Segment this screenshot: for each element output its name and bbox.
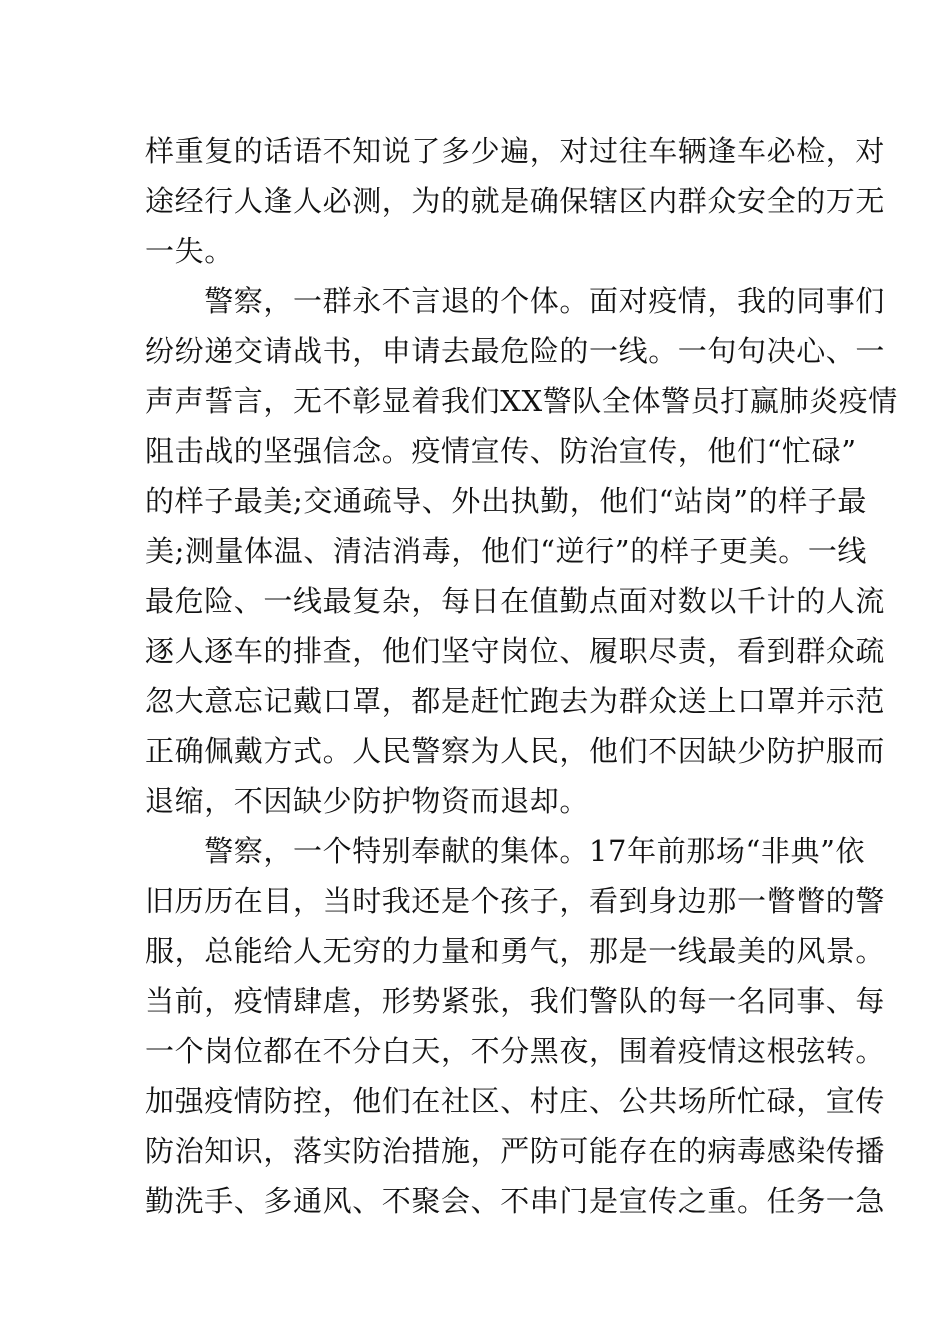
text-line: 正确佩戴方式。人民警察为人民，他们不因缺少防护服而	[145, 734, 886, 768]
text-line: 退缩，不因缺少防护物资而退却。	[145, 784, 590, 818]
text-line: 的样子最美;交通疏导、外出执勤，他们“站岗”的样子最	[145, 484, 868, 518]
text-line: 最危险、一线最复杂，每日在值勤点面对数以千计的人流	[145, 584, 886, 618]
document-body	[145, 126, 898, 1226]
text-line: 旧历历在目，当时我还是个孩子，看到身边那一瞥瞥的警	[145, 884, 886, 918]
text-line: 勤洗手、多通风、不聚会、不串门是宣传之重。任务一急	[145, 1184, 886, 1218]
text-line: 一个岗位都在不分白天，不分黑夜，围着疫情这根弦转。	[145, 1034, 886, 1068]
text-line: 一失。	[145, 234, 234, 268]
text-line: 忽大意忘记戴口罩，都是赶忙跑去为群众送上口罩并示范	[145, 684, 886, 718]
text-line: 警察，一个特别奉献的集体。17年前那场“非典”依	[145, 834, 866, 868]
text-line: 加强疫情防控，他们在社区、村庄、公共场所忙碌，宣传	[145, 1084, 886, 1118]
text-line: 当前，疫情肆虐，形势紧张，我们警队的每一名同事、每	[145, 984, 886, 1018]
text-line: 防治知识，落实防治措施，严防可能存在的病毒感染传播	[145, 1134, 886, 1168]
text-line: 途经行人逢人必测，为的就是确保辖区内群众安全的万无	[145, 184, 886, 218]
text-line: 阻击战的坚强信念。疫情宣传、防治宣传，他们“忙碌”	[145, 434, 857, 468]
text-line: 纷纷递交请战书，申请去最危险的一线。一句句决心、一	[145, 334, 886, 368]
text-line: 声声誓言，无不彰显着我们XX警队全体警员打赢肺炎疫情	[145, 384, 898, 418]
text-line: 服，总能给人无穷的力量和勇气，那是一线最美的风景。	[145, 934, 886, 968]
text-line: 美;测量体温、清洁消毒，他们“逆行”的样子更美。一线	[145, 534, 868, 568]
text-line: 逐人逐车的排查，他们坚守岗位、履职尽责，看到群众疏	[145, 634, 886, 668]
text-line: 样重复的话语不知说了多少遍，对过往车辆逢车必检，对	[145, 134, 886, 168]
text-line: 警察，一群永不言退的个体。面对疫情，我的同事们	[145, 284, 886, 318]
